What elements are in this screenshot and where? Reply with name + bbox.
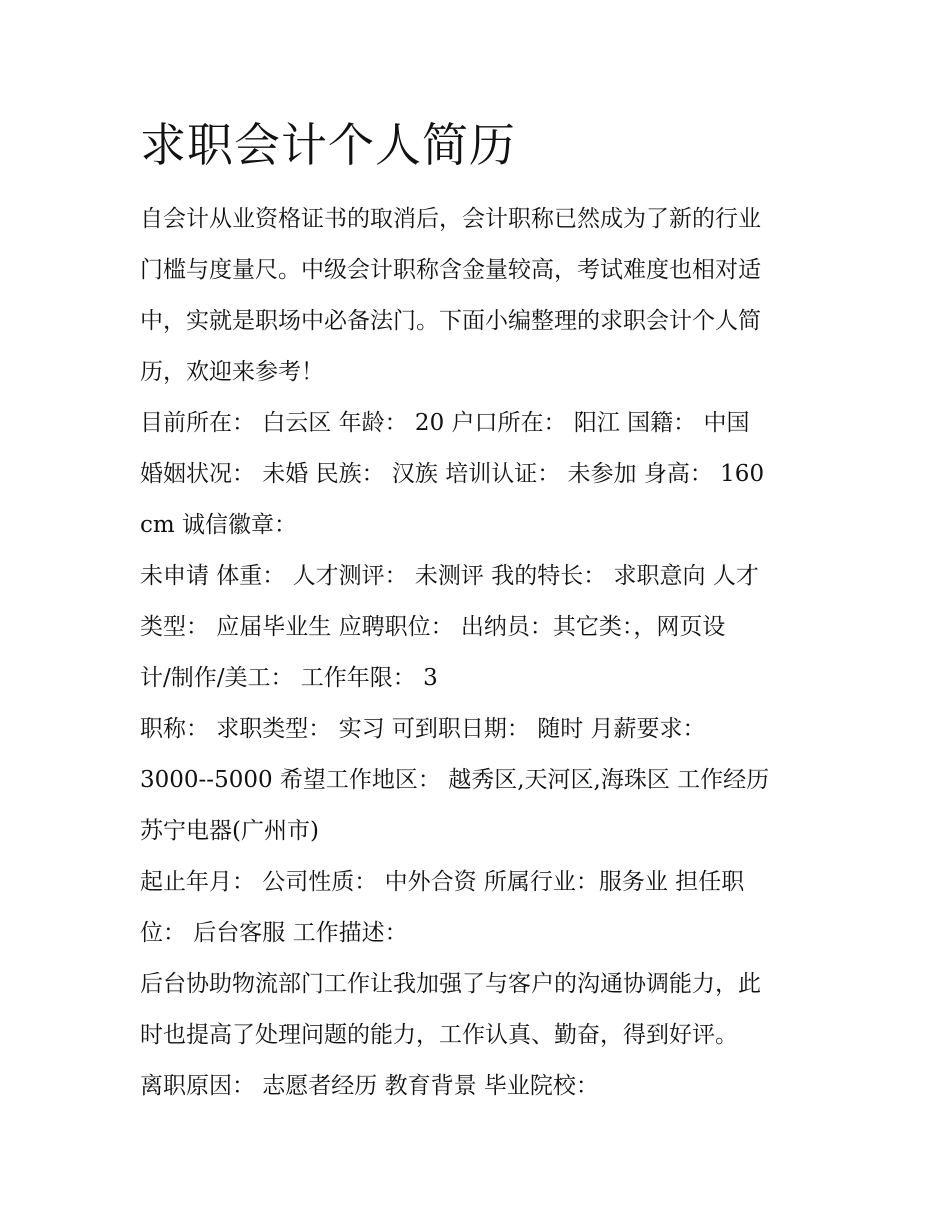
text-line: 职称： 求职类型： 实习 可到职日期： 随时 月薪要求： bbox=[140, 716, 706, 742]
text-line: 历，欢迎来参考！ bbox=[140, 359, 324, 385]
text-line: 婚姻状况： 未婚 民族： 汉族 培训认证： 未参加 身高： 160 bbox=[140, 461, 765, 487]
text-line: 起止年月： 公司性质： 中外合资 所属行业：服务业 担任职 bbox=[140, 869, 745, 895]
text-line: 计/制作/美工： 工作年限： 3 bbox=[140, 665, 438, 691]
text-line: cm 诚信徽章： bbox=[140, 512, 298, 538]
document-body bbox=[140, 112, 820, 1112]
text-line: 中，实就是职场中必备法门。下面小编整理的求职会计个人简 bbox=[140, 308, 761, 334]
text-line: 时也提高了处理问题的能力，工作认真、勤奋，得到好评。 bbox=[140, 1022, 738, 1048]
document-title: 求职会计个人简历 bbox=[140, 118, 516, 172]
text-line: 目前所在： 白云区 年龄： 20 户口所在： 阳江 国籍： 中国 bbox=[140, 410, 750, 436]
text-line: 未申请 体重： 人才测评： 未测评 我的特长： 求职意向 人才 bbox=[140, 563, 759, 589]
text-line: 位： 后台客服 工作描述： bbox=[140, 920, 408, 946]
text-line: 3000--5000 希望工作地区： 越秀区,天河区,海珠区 工作经历 bbox=[140, 767, 770, 793]
text-line: 离职原因： 志愿者经历 教育背景 毕业院校： bbox=[140, 1073, 599, 1099]
text-line: 后台协助物流部门工作让我加强了与客户的沟通协调能力，此 bbox=[140, 971, 761, 997]
text-line: 自会计从业资格证书的取消后，会计职称已然成为了新的行业 bbox=[140, 206, 761, 232]
text-line: 类型： 应届毕业生 应聘职位： 出纳员：其它类：，网页设 bbox=[140, 614, 726, 640]
text-line: 苏宁电器(广州市) bbox=[140, 818, 319, 844]
text-line: 门槛与度量尺。中级会计职称含金量较高，考试难度也相对适 bbox=[140, 257, 761, 283]
